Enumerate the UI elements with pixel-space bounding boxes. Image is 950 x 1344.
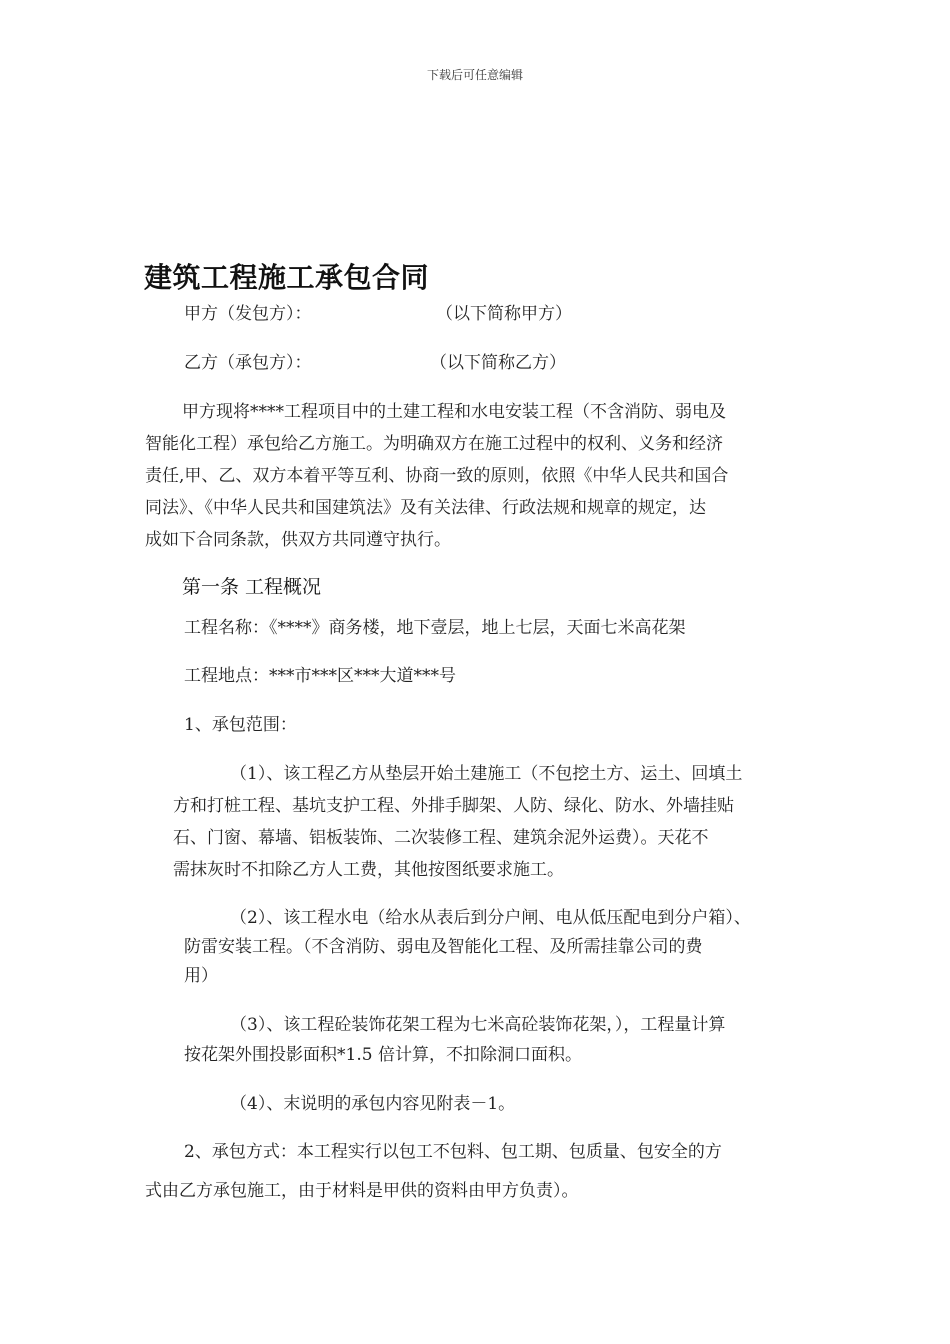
intro-line: 甲方现将****工程项目中的土建工程和水电安装工程（不含消防、弱电及: [182, 402, 726, 422]
scope-item-line: （3）、该工程砼装饰花架工程为七米高砼装饰花架，），工程量计算: [230, 1015, 726, 1035]
method-line: 2、承包方式：本工程实行以包工不包料、包工期、包质量、包安全的方: [184, 1142, 722, 1162]
party-b-line: [184, 347, 566, 379]
party-a-label: 甲方（发包方）：: [184, 304, 312, 324]
project-location: 工程地点：***市***区***大道***号: [184, 666, 456, 686]
project-name: 工程名称：《****》商务楼，地下壹层，地上七层，天面七米高花架: [184, 618, 686, 638]
party-a-line: [184, 298, 572, 330]
scope-item-line: 防雷安装工程。（不含消防、弱电及智能化工程、及所需挂靠公司的费: [184, 937, 703, 957]
scope-heading: 1、承包范围：: [184, 715, 297, 735]
scope-item-line: 石、门窗、幕墙、铝板装饰、二次装修工程、建筑余泥外运费）。天花不: [173, 828, 709, 848]
intro-line: 成如下合同条款，供双方共同遵守执行。: [145, 530, 451, 550]
page-header-note: 下载后可任意编辑: [426, 68, 523, 82]
scope-item-line: （1）、该工程乙方从垫层开始土建施工（不包挖土方、运土、回填土: [230, 764, 743, 784]
article-1-heading: 第一条 工程概况: [182, 576, 322, 598]
intro-line: 责任,甲、乙、双方本着平等互利、协商一致的原则，依照《中华人民共和国合: [145, 466, 729, 486]
scope-item-line: （2）、该工程水电（给水从表后到分户闸、电从低压配电到分户箱）、: [230, 908, 751, 928]
scope-item-line: 方和打桩工程、基坑支护工程、外排手脚架、人防、绿化、防水、外墙挂贴: [173, 796, 734, 816]
scope-item-line: 需抹灰时不扣除乙方人工费，其他按图纸要求施工。: [173, 860, 564, 880]
party-b-label: 乙方（承包方）：: [184, 353, 312, 373]
party-b-note: （以下简称乙方）: [430, 353, 566, 373]
document-title: 建筑工程施工承包合同: [144, 261, 430, 294]
party-a-note: （以下简称甲方）: [436, 304, 572, 324]
scope-item-4: （4）、末说明的承包内容见附表－1。: [230, 1094, 516, 1114]
scope-item-line: 按花架外围投影面积*1.5 倍计算，不扣除洞口面积。: [184, 1045, 582, 1065]
intro-line: 同法》、《中华人民共和国建筑法》及有关法律、行政法规和规章的规定，达: [145, 498, 706, 518]
method-line: 式由乙方承包施工，由于材料是甲供的资料由甲方负责）。: [145, 1181, 579, 1201]
scope-item-line: 用）: [184, 966, 218, 986]
intro-line: 智能化工程）承包给乙方施工。为明确双方在施工过程中的权利、义务和经济: [145, 434, 723, 454]
